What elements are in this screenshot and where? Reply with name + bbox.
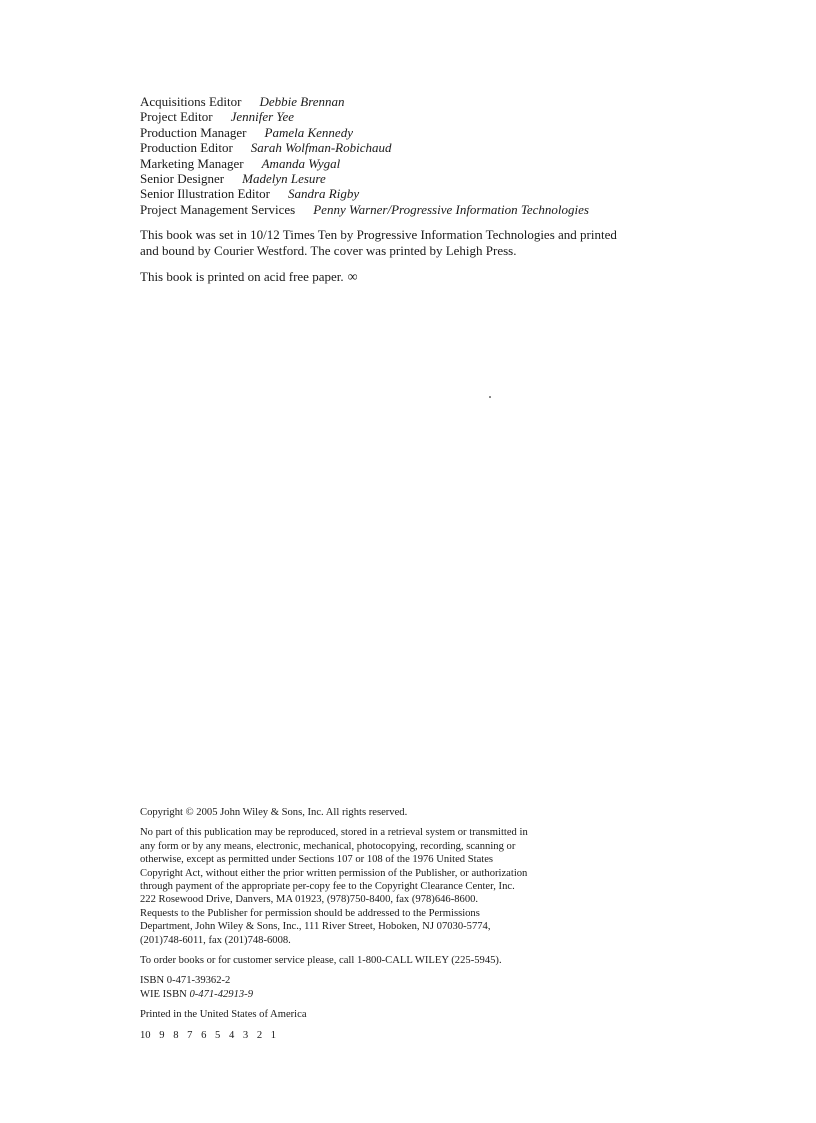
paper-note	[140, 269, 660, 286]
isbn-block	[140, 974, 660, 1001]
credit-name: Penny Warner/Progressive Information Technologies	[313, 201, 589, 217]
credit-name: Jennifer Yee	[230, 109, 294, 125]
stray-mark	[489, 396, 491, 398]
credit-name: Debbie Brennan	[259, 94, 345, 109]
credit-role: Production Manager	[140, 124, 247, 140]
credit-role: Acquisitions Editor	[140, 94, 242, 109]
permissions-line: (201)748-6011, fax (201)748-6008.	[140, 934, 291, 946]
credit-role: Senior Illustration Editor	[140, 186, 270, 202]
wie-isbn-label: WIE ISBN	[140, 988, 187, 1000]
credit-line	[140, 156, 660, 171]
credit-line	[140, 202, 660, 217]
copyright-block	[140, 806, 660, 1049]
credit-name: Madelyn Lesure	[242, 171, 326, 187]
credit-role: Marketing Manager	[140, 155, 244, 171]
permissions-line: Department, John Wiley & Sons, Inc., 111 River Street, Hoboken, NJ 07030-5774,	[140, 921, 491, 933]
permissions-line: otherwise, except as permitted under Sections 107 or 108 of the 1976 United States	[140, 854, 494, 866]
front-matter	[140, 94, 660, 286]
credits-list	[140, 94, 660, 217]
paper-note-text: This book is printed on acid free paper.	[140, 269, 344, 285]
print-line: 10 9 8 7 6 5 4 3 2 1	[140, 1029, 277, 1041]
credit-role: Senior Designer	[140, 171, 225, 187]
credit-line	[140, 186, 660, 201]
copyright-notice: Copyright © 2005 John Wiley & Sons, Inc. All rights reserved.	[140, 807, 408, 818]
permissions-line: 222 Rosewood Drive, Danvers, MA 01923, (978)750-8400, fax (978)646-8600.	[140, 894, 479, 906]
credit-line	[140, 171, 660, 186]
permissions-line: Requests to the Publisher for permission should be addressed to the Permissions	[140, 907, 480, 919]
printed-in: Printed in the United States of America	[140, 1009, 307, 1021]
credit-name: Amanda Wygal	[261, 155, 341, 171]
permissions-line: Copyright Act, without either the prior written permission of the Publisher, or authorization	[140, 867, 528, 879]
permissions-paragraph	[140, 826, 660, 947]
credit-line	[140, 94, 660, 109]
credit-line	[140, 125, 660, 140]
credit-role: Project Management Services	[140, 201, 296, 217]
production-note-line: and bound by Courier Westford. The cover was printed by Lehigh Press.	[140, 243, 517, 259]
credit-line	[140, 109, 660, 124]
infinity-icon: ∞	[347, 270, 358, 286]
order-info: To order books or for customer service please, call 1-800-CALL WILEY (225-5945).	[140, 955, 502, 967]
credit-name: Sarah Wolfman-Robichaud	[250, 140, 392, 156]
production-note-line: This book was set in 10/12 Times Ten by Progressive Information Technologies and printed	[140, 227, 617, 243]
wie-isbn	[140, 988, 660, 1001]
permissions-line: any form or by any means, electronic, mechanical, photocopying, recording, scanning or	[140, 840, 516, 852]
credit-role: Production Editor	[140, 140, 233, 156]
credit-role: Project Editor	[140, 109, 213, 125]
credit-name: Pamela Kennedy	[264, 124, 353, 140]
credit-line	[140, 140, 660, 155]
permissions-line: No part of this publication may be reproduced, stored in a retrieval system or transmitted in	[140, 827, 528, 839]
credit-name: Sandra Rigby	[287, 186, 360, 202]
wie-isbn-number: 0-471-42913-9	[189, 988, 254, 1000]
isbn: ISBN 0-471-39362-2	[140, 975, 231, 987]
production-note	[140, 227, 660, 259]
permissions-line: through payment of the appropriate per-copy fee to the Copyright Clearance Center, Inc.	[140, 881, 515, 893]
